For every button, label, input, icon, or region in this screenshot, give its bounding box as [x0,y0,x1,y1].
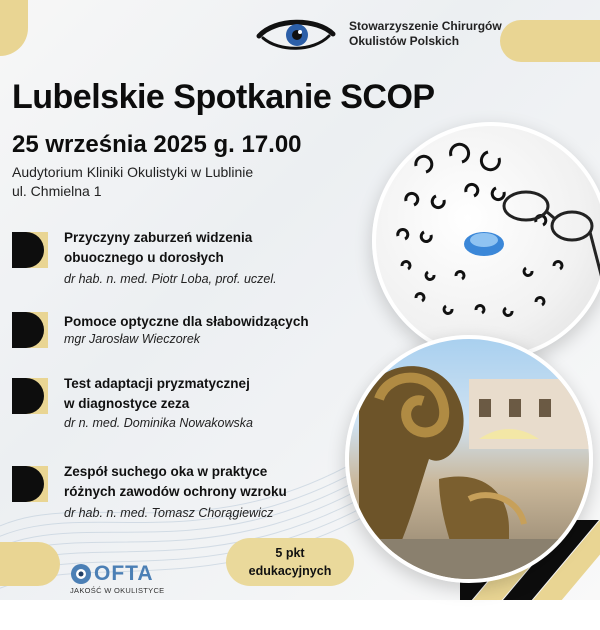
education-points-badge [226,538,354,586]
venue-line1: Audytorium Kliniki Okulistyki w Lublinie [12,164,254,180]
talk-title-line2: obuocznego u dorosłych [64,250,224,265]
talk-speaker: dr hab. n. med. Piotr Loba, prof. uczel. [64,272,277,286]
ram-statue-icon [349,339,589,579]
organization-name-line2: Okulistów Polskich [349,34,460,48]
event-venue [12,163,253,201]
talk-title-line1: Test adaptacji pryzmatycznej [64,376,250,391]
talk-title-line2: różnych zawodów ochrony wzroku [64,484,287,499]
talk-speaker: dr hab. n. med. Tomasz Chorągiewicz [64,506,274,520]
talk-title-line1: Pomoce optyczne dla słabowidzących [64,314,309,329]
talk-marker-icon [12,466,48,502]
sponsor-name: OFTA [94,562,154,585]
gold-tab-decoration-bottom [0,542,60,586]
talk-speaker: mgr Jarosław Wieczorek [64,332,201,346]
ofta-eye-icon [70,563,92,585]
organization-name-line1: Stowarzyszenie Chirurgów [349,19,502,33]
badge-line1: 5 pkt [275,546,305,560]
talk-marker-icon [12,232,48,268]
gold-tab-decoration [500,20,600,62]
talk-title-line1: Zespół suchego oka w praktyce [64,464,268,479]
talk-title-line1: Przyczyny zaburzeń widzenia [64,230,253,245]
venue-line2: ul. Chmielna 1 [12,183,102,199]
organization-logo [255,14,502,54]
talk-speaker: dr n. med. Dominika Nowakowska [64,416,253,430]
talk-marker-icon [12,378,48,414]
sponsor-logo [70,562,164,595]
eye-chart-icon [376,126,600,356]
event-title: Lubelskie Spotkanie SCOP [12,78,435,116]
eye-logo-icon [255,14,337,54]
talk-title-line2: w diagnostyce zeza [64,396,190,411]
eye-chart-photo [372,122,600,360]
badge-line2: edukacyjnych [248,564,332,578]
sponsor-tagline: JAKOŚĆ W OKULISTYCE [70,586,165,595]
talk-marker-icon [12,312,48,348]
ram-statue-photo [345,335,593,583]
event-date: 25 września 2025 g. 17.00 [12,131,302,158]
